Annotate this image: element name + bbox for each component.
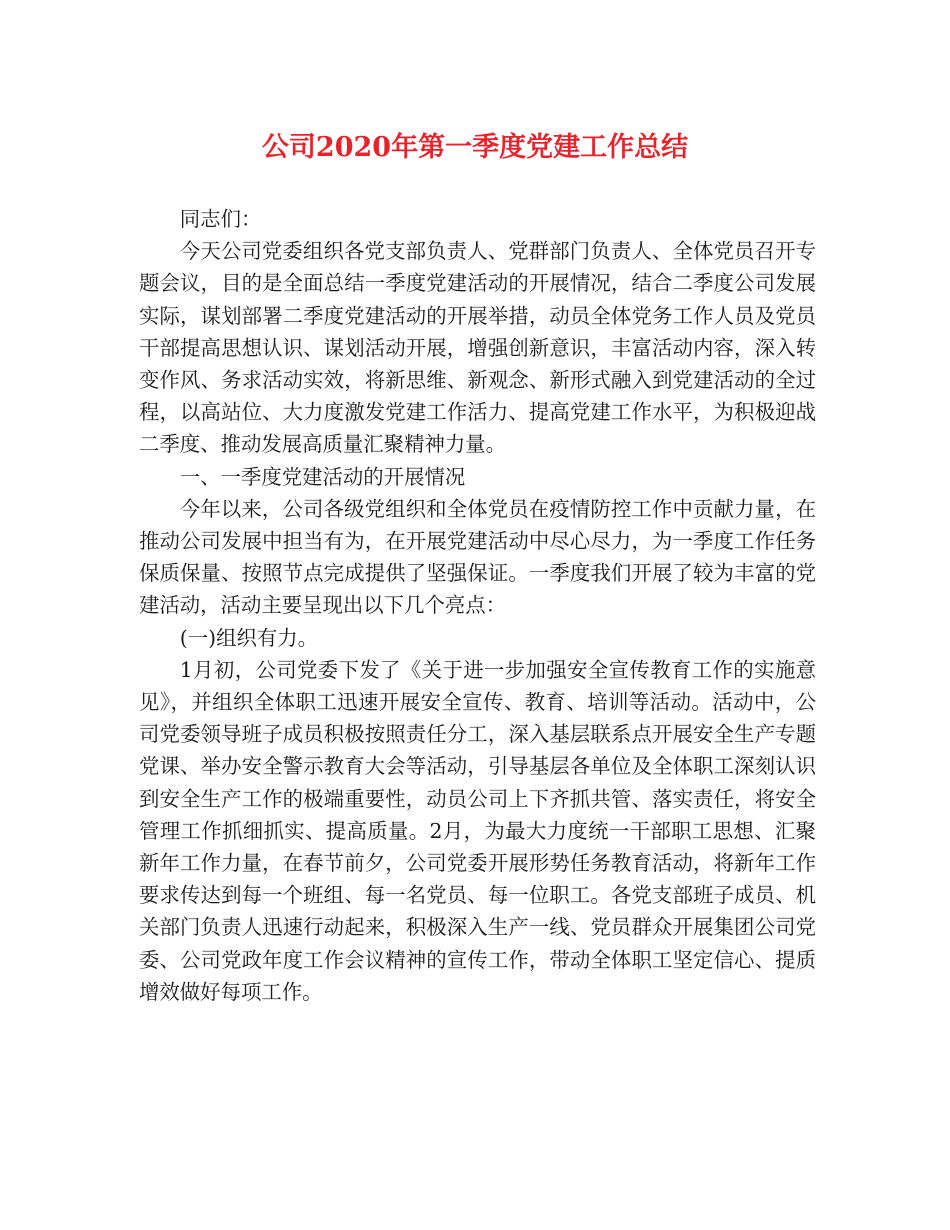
greeting-paragraph: 同志们： xyxy=(179,207,262,231)
overview-paragraph: 今年以来，公司各级党组织和全体党员在疫情防控工作中贡献力量，在推动公司发展中担当有为，在开展党建活动中尽心尽力，为一季度工作任务保质保量、按照节点完成提供了坚强保证。一季度我们开展了较为丰富的党建活动，活动主要呈现出以下几个亮点： xyxy=(139,496,816,618)
subsection-heading: (一)组织有力。 xyxy=(179,625,319,650)
detail-paragraph: 1月初，公司党委下发了《关于进一步加强安全宣传教育工作的实施意见》，并组织全体职工迅速开展安全宣传、教育、培训等活动。活动中，公司党委领导班子成员积极按照责任分工，深入基层联系点开展安全生产专题党课、举办安全警示教育大会等活动，引导基层各单位及全体职工深刻认识到安全生产工作的极端重要性，动员公司上下齐抓共管、落实责任，将安全管理工作抓细抓实、提高质量。2月，为最大力度统一干部职工思想、汇聚新年工作力量，在春节前夕，公司党委开展形势任务教育活动，将新年工作要求传达到每一个班组、每一名党员、每一位职工。各党支部班子成员、机关部门负责人迅速行动起来，积极深入生产一线、党员群众开展集团公司党委、公司党政年度工作会议精神的宣传工作，带动全体职工坚定信心、提质增效做好每项工作。 xyxy=(139,657,816,1004)
section-heading: 一、一季度党建活动的开展情况 xyxy=(179,464,466,489)
document-body xyxy=(139,203,816,1008)
intro-paragraph: 今天公司党委组织各党支部负责人、党群部门负责人、全体党员召开专题会议，目的是全面总结一季度党建活动的开展情况，结合二季度公司发展实际，谋划部署二季度党建活动的开展举措，动员全体党务工作人员及党员干部提高思想认识、谋划活动开展，增强创新意识，丰富活动内容，深入转变作风、务求活动实效，将新思维、新观念、新形式融入到党建活动的全过程，以高站位、大力度激发党建工作活力、提高党建工作水平，为积极迎战二季度、推动发展高质量汇聚精神力量。 xyxy=(139,239,816,457)
document-title: 公司2020年第一季度党建工作总结 xyxy=(261,132,689,163)
